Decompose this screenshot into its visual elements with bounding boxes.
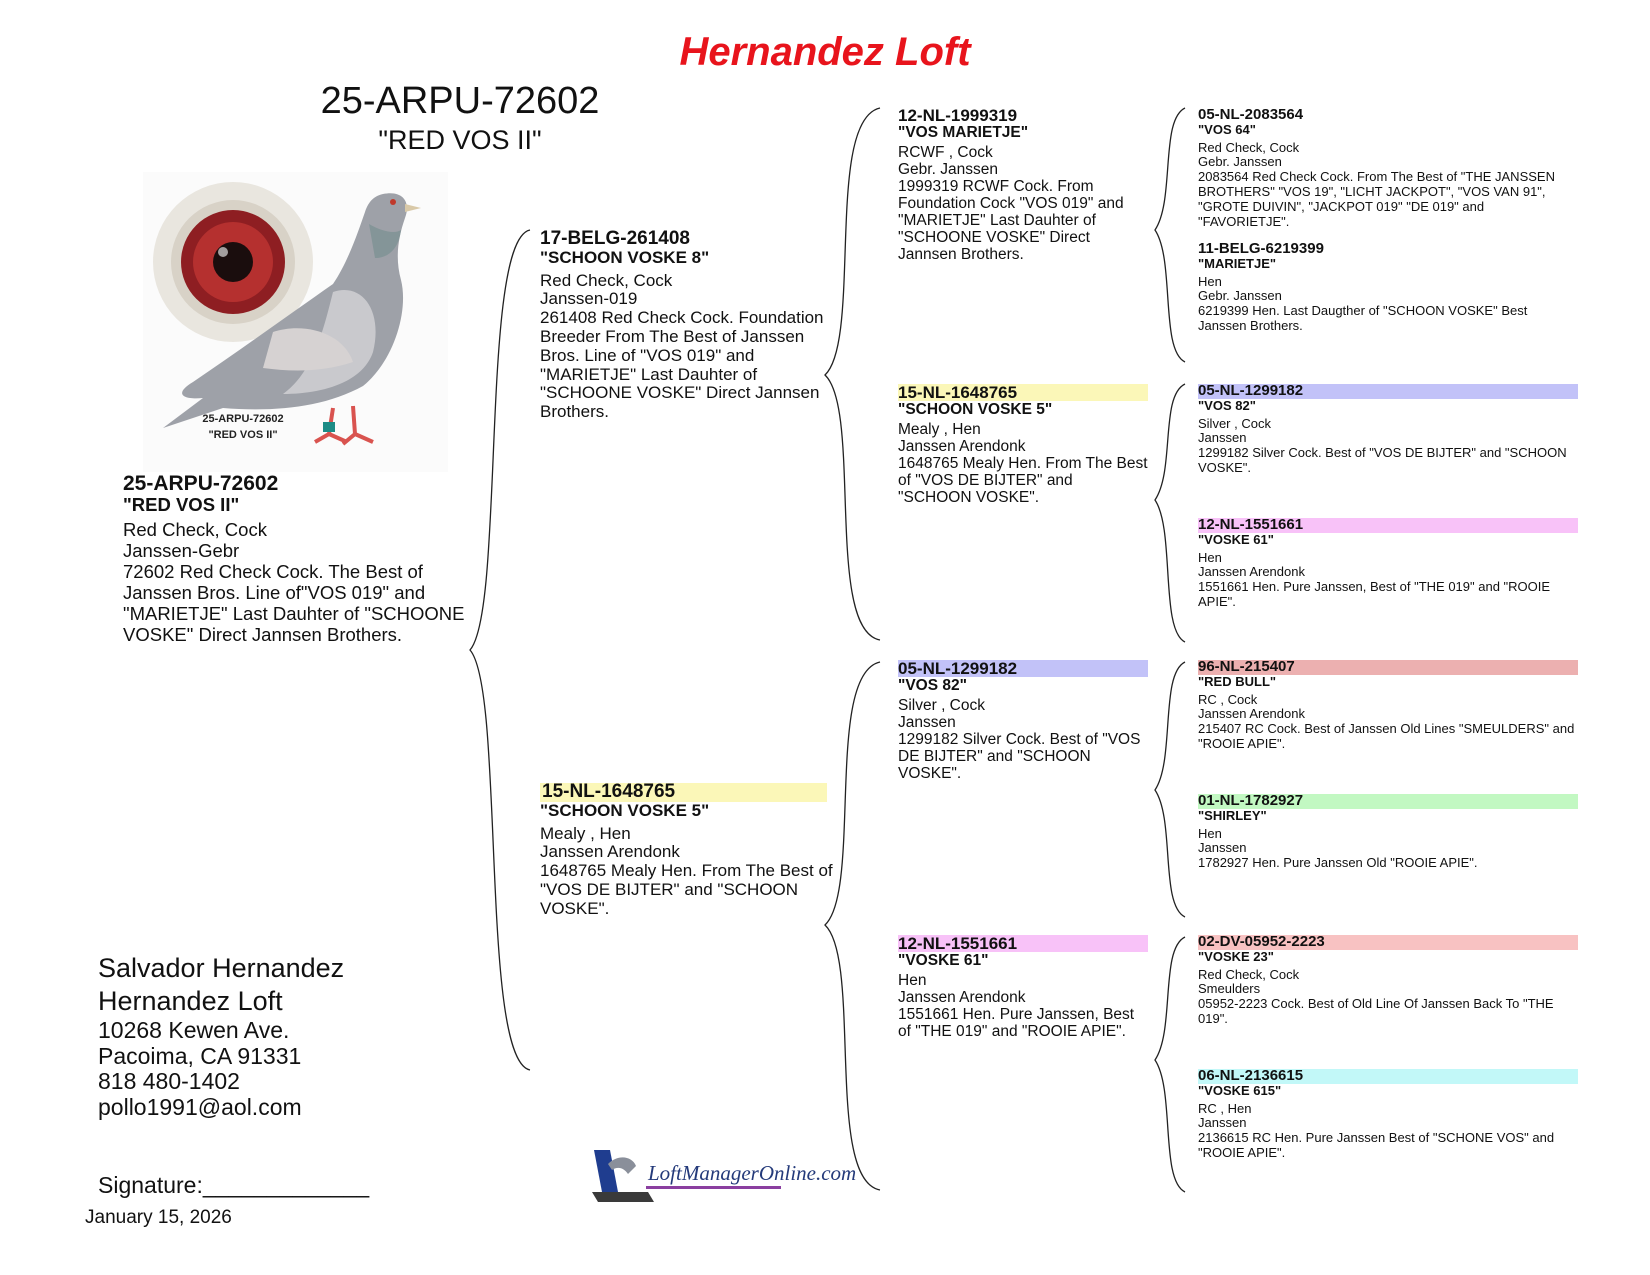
bracket-gp4 [1155, 937, 1185, 1192]
subject-breeder: Janssen-Gebr [123, 540, 240, 561]
owner-loft: Hernandez Loft [98, 986, 283, 1016]
great-grandparent-notes: 1551661 Hen. Pure Janssen, Best of "THE 019" and "ROOIE APIE". [1198, 579, 1551, 609]
dam-card [540, 783, 840, 919]
great-grandparent-notes: 1782927 Hen. Pure Janssen Old "ROOIE APIE". [1198, 855, 1478, 871]
great-grandparent-name: "MARIETJE" [1198, 255, 1277, 271]
great-grandparent-name: "VOSKE 23" [1198, 948, 1274, 964]
grandparent-card [898, 935, 1148, 1040]
great-grandparent-breeder: Janssen [1198, 840, 1247, 856]
sire-breeder: Janssen-019 [540, 289, 638, 309]
great-grandparent-color-sex: Silver , Cock [1198, 415, 1271, 431]
great-grandparent-breeder: Smeulders [1198, 981, 1261, 997]
great-grandparent-notes: 2083564 Red Check Cock. From The Best of "THE JANSSEN BROTHERS" "VOS 19", "LICHT JACKPOT", "VOS VAN 91", "GROTE DUIVIN", "JACKPOT 019" "DE 019" and "FAVORIETJE". [1198, 169, 1555, 229]
subject-band: 25-ARPU-72602 [123, 472, 279, 495]
grandparent-name: "VOS MARIETJE" [898, 124, 1029, 141]
grandparent-name: "SCHOON VOSKE 5" [898, 401, 1053, 418]
great-grandparent-card [1198, 794, 1578, 871]
great-grandparent-color-sex: Hen [1198, 549, 1222, 565]
great-grandparent-color-sex: Red Check, Cock [1198, 139, 1300, 155]
great-grandparent-name: "VOS 64" [1198, 121, 1256, 137]
grandparent-color-sex: Hen [898, 972, 927, 989]
header-band-number: 25-ARPU-72602 [320, 80, 600, 122]
grandparent-card [898, 660, 1148, 782]
grandparent-color-sex: Silver , Cock [898, 697, 985, 714]
great-grandparent-band: 06-NL-2136615 [1198, 1069, 1578, 1084]
subject-card [123, 473, 473, 645]
dam-breeder: Janssen Arendonk [540, 842, 680, 862]
great-grandparent-name: "VOSKE 615" [1198, 1082, 1282, 1098]
grandparent-notes: 1648765 Mealy Hen. From The Best of "VOS DE BIJTER" and "SCHOON VOSKE". [898, 455, 1148, 506]
great-grandparent-card [1198, 384, 1578, 476]
bracket-gp2 [1155, 384, 1185, 642]
sire-card [540, 230, 840, 422]
print-date: January 15, 2026 [85, 1207, 232, 1228]
great-grandparent-name: "RED BULL" [1198, 673, 1277, 689]
grandparent-breeder: Janssen [898, 714, 956, 731]
signature-line: Signature:_____________ [98, 1172, 370, 1198]
great-grandparent-name: "VOS 82" [1198, 397, 1256, 413]
grandparent-color-sex: RCWF , Cock [898, 144, 993, 161]
header-bird-name: "RED VOS II" [378, 125, 542, 155]
great-grandparent-band: 05-NL-1299182 [1198, 384, 1578, 399]
loft-manager-logo [588, 1144, 857, 1208]
photo-caption-band: 25-ARPU-72602 [202, 413, 284, 425]
great-grandparent-name: "VOSKE 61" [1198, 531, 1274, 547]
subject-color-sex: Red Check, Cock [123, 519, 267, 540]
great-grandparent-card [1198, 660, 1578, 752]
sire-color-sex: Red Check, Cock [540, 270, 673, 290]
great-grandparent-breeder: Gebr. Janssen [1198, 288, 1282, 304]
great-grandparent-band: 12-NL-1551661 [1198, 518, 1578, 533]
photo-caption-name: "RED VOS II" [208, 429, 278, 441]
dam-color-sex: Mealy , Hen [540, 823, 631, 843]
great-grandparent-color-sex: Hen [1198, 825, 1222, 841]
great-grandparent-breeder: Janssen Arendonk [1198, 564, 1305, 580]
great-grandparent-band: 96-NL-215407 [1198, 660, 1578, 675]
grandparent-notes: 1999319 RCWF Cock. From Foundation Cock "VOS 019" and "MARIETJE" Last Dauhter of "SCHOONE VOSKE" Direct Jannsen Brothers. [898, 178, 1124, 263]
great-grandparent-notes: 6219399 Hen. Last Daugther of "SCHOON VOSKE" Best Janssen Brothers. [1198, 303, 1528, 333]
laptop-icon [592, 1150, 654, 1202]
great-grandparent-notes: 05952-2223 Cock. Best of Old Line Of Janssen Back To "THE 019". [1198, 996, 1554, 1026]
great-grandparent-notes: 1299182 Silver Cock. Best of "VOS DE BIJTER" and "SCHOON VOSKE". [1198, 445, 1567, 475]
bracket-gp1 [1155, 108, 1185, 362]
great-grandparent-card [1198, 1069, 1578, 1161]
great-grandparent-breeder: Gebr. Janssen [1198, 154, 1282, 170]
grandparent-name: "VOS 82" [898, 677, 967, 694]
owner-address: 10268 Kewen Ave. [98, 1017, 290, 1043]
great-grandparent-color-sex: Red Check, Cock [1198, 966, 1300, 982]
great-grandparent-card [1198, 242, 1578, 334]
bracket-dam [825, 662, 880, 1190]
grandparent-breeder: Janssen Arendonk [898, 989, 1026, 1006]
great-grandparent-color-sex: RC , Cock [1198, 691, 1258, 707]
dam-name: "SCHOON VOSKE 5" [540, 800, 710, 820]
owner-city: Pacoima, CA 91331 [98, 1042, 302, 1069]
great-grandparent-color-sex: Hen [1198, 273, 1222, 289]
grandparent-band: 05-NL-1299182 [898, 660, 1148, 677]
owner-info [98, 952, 344, 1120]
grandparent-notes: 1551661 Hen. Pure Janssen, Best of "THE 019" and "ROOIE APIE". [898, 1006, 1135, 1040]
grandparent-card [898, 107, 1148, 263]
great-grandparent-breeder: Janssen [1198, 1115, 1247, 1131]
owner-name: Salvador Hernandez [98, 953, 345, 983]
great-grandparent-breeder: Janssen [1198, 430, 1247, 446]
loft-title: Hernandez Loft [679, 30, 971, 74]
grandparent-card [898, 384, 1148, 506]
subject-name: "RED VOS II" [123, 494, 240, 515]
grandparent-notes: 1299182 Silver Cock. Best of "VOS DE BIJTER" and "SCHOON VOSKE". [898, 731, 1141, 782]
grandparent-band: 15-NL-1648765 [898, 384, 1148, 401]
grandparent-name: "VOSKE 61" [898, 952, 989, 969]
great-grandparent-band: 01-NL-1782927 [1198, 794, 1578, 809]
grandparent-breeder: Janssen Arendonk [898, 438, 1026, 455]
owner-email: pollo1991@aol.com [98, 1093, 302, 1120]
owner-phone: 818 480-1402 [98, 1068, 240, 1094]
grandparent-color-sex: Mealy , Hen [898, 421, 981, 438]
sire-name: "SCHOON VOSKE 8" [540, 247, 710, 267]
grandparent-band: 12-NL-1999319 [898, 106, 1018, 125]
great-grandparent-name: "SHIRLEY" [1198, 807, 1267, 823]
grandparent-breeder: Gebr. Janssen [898, 161, 998, 178]
dam-band: 15-NL-1648765 [540, 783, 827, 802]
bracket-gp3 [1155, 662, 1185, 917]
great-grandparent-color-sex: RC , Hen [1198, 1100, 1252, 1116]
great-grandparent-card [1198, 108, 1578, 229]
great-grandparent-card [1198, 518, 1578, 610]
great-grandparent-band: 11-BELG-6219399 [1198, 240, 1324, 257]
great-grandparent-band: 05-NL-2083564 [1198, 106, 1304, 123]
great-grandparent-band: 02-DV-05952-2223 [1198, 935, 1578, 950]
great-grandparent-breeder: Janssen Arendonk [1198, 706, 1305, 722]
great-grandparent-card [1198, 935, 1578, 1027]
great-grandparent-notes: 215407 RC Cock. Best of Janssen Old Lines "SMEULDERS" and "ROOIE APIE". [1198, 721, 1575, 751]
logo-text: LoftManagerOnline.com [648, 1161, 857, 1185]
subject-notes: 72602 Red Check Cock. The Best of Janssen Bros. Line of"VOS 019" and "MARIETJE" Last Dauhter of "SCHOONE VOSKE" Direct Jannsen Brothers. [123, 561, 465, 645]
sire-notes: 261408 Red Check Cock. Foundation Breeder From The Best of Janssen Bros. Line of "VOS 019" and "MARIETJE" Last Dauhter of "SCHOONE VOSKE" Direct Jannsen Brothers. [540, 308, 824, 422]
sire-band: 17-BELG-261408 [540, 228, 690, 249]
great-grandparent-notes: 2136615 RC Hen. Pure Janssen Best of "SCHONE VOS" and "ROOIE APIE". [1198, 1130, 1555, 1160]
bracket-gen1 [470, 230, 530, 1070]
grandparent-band: 12-NL-1551661 [898, 935, 1148, 952]
dam-notes: 1648765 Mealy Hen. From The Best of "VOS DE BIJTER" and "SCHOON VOSKE". [540, 861, 833, 918]
